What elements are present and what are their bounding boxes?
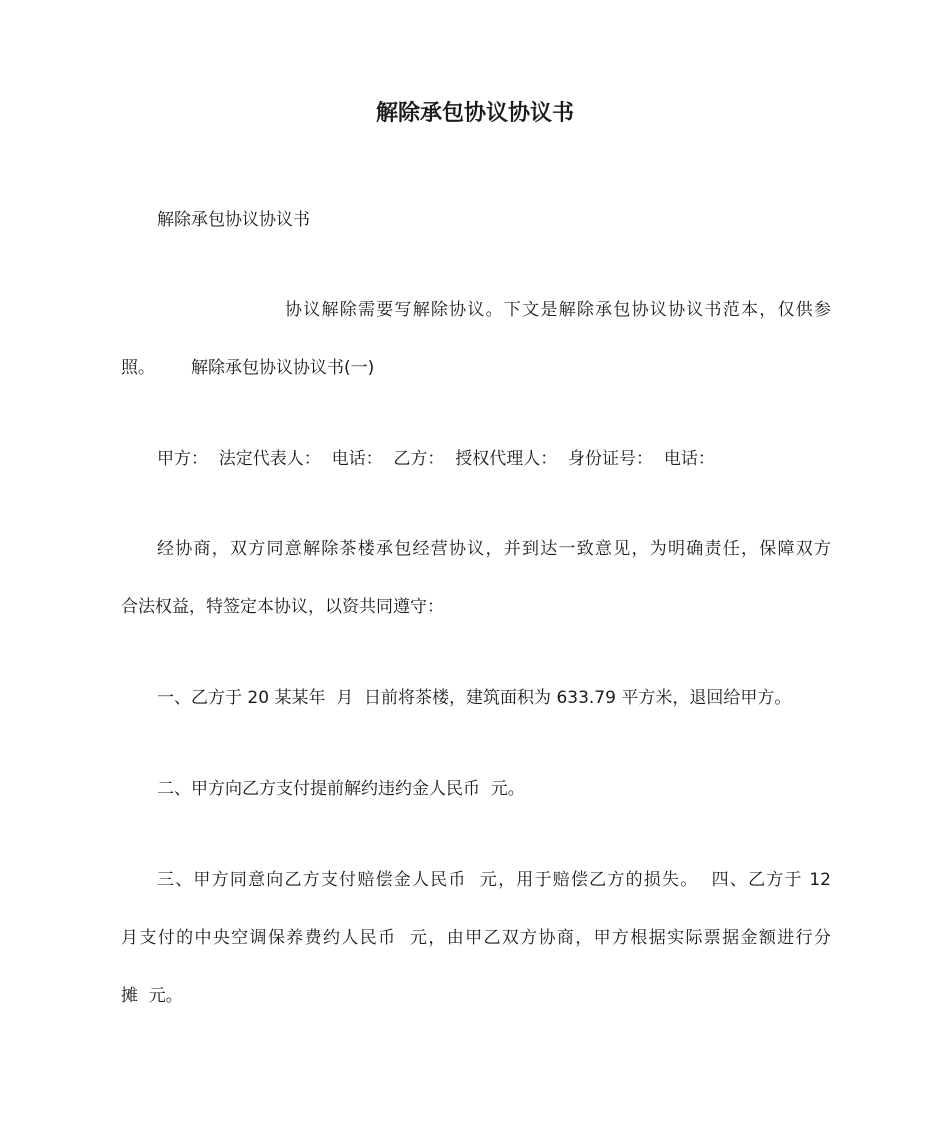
subtitle-paragraph: [121, 191, 831, 249]
clause-1-paragraph: [121, 669, 831, 727]
clause-1-text: 一、乙方于 20 某某年 月 日前将茶楼，建筑面积为 633.79 平方米，退回给甲方。: [157, 688, 792, 708]
preamble-line-2: 合法权益，特签定本协议，以资共同遵守：: [121, 597, 444, 617]
subtitle-text: 解除承包协议协议书: [157, 210, 310, 230]
clause-3-line-3: 摊 元。: [121, 986, 183, 1006]
document-title: 解除承包协议协议书: [375, 101, 574, 126]
clause-2-paragraph: [121, 760, 831, 818]
preamble-paragraph: [121, 520, 831, 636]
parties-line: 甲方： 法定代表人： 电话： 乙方： 授权代理人： 身份证号： 电话：: [157, 449, 715, 469]
preamble-line-1: 经协商，双方同意解除茶楼承包经营协议，并到达一致意见，为明确责任，保障双方: [157, 539, 831, 559]
intro-line-2-start: 照。: [121, 358, 155, 378]
intro-paragraph: [121, 281, 831, 397]
intro-line-1: 协议解除需要写解除协议。下文是解除承包协议协议书范本，仅供参: [285, 300, 831, 320]
parties-paragraph: [121, 430, 831, 488]
example-heading: 解除承包协议协议书(一): [191, 358, 375, 378]
clause-2-text: 二、甲方向乙方支付提前解约违约金人民币 元。: [157, 779, 525, 799]
clause-3-line-1: 三、甲方同意向乙方支付赔偿金人民币 元，用于赔偿乙方的损失。 四、乙方于 12: [157, 870, 831, 890]
intro-line-2: [121, 339, 831, 397]
clause-3-line-2: 月支付的中央空调保养费约人民币 元，由甲乙双方协商，甲方根据实际票据金额进行分: [121, 928, 831, 948]
clause-3-paragraph: [121, 851, 831, 1025]
